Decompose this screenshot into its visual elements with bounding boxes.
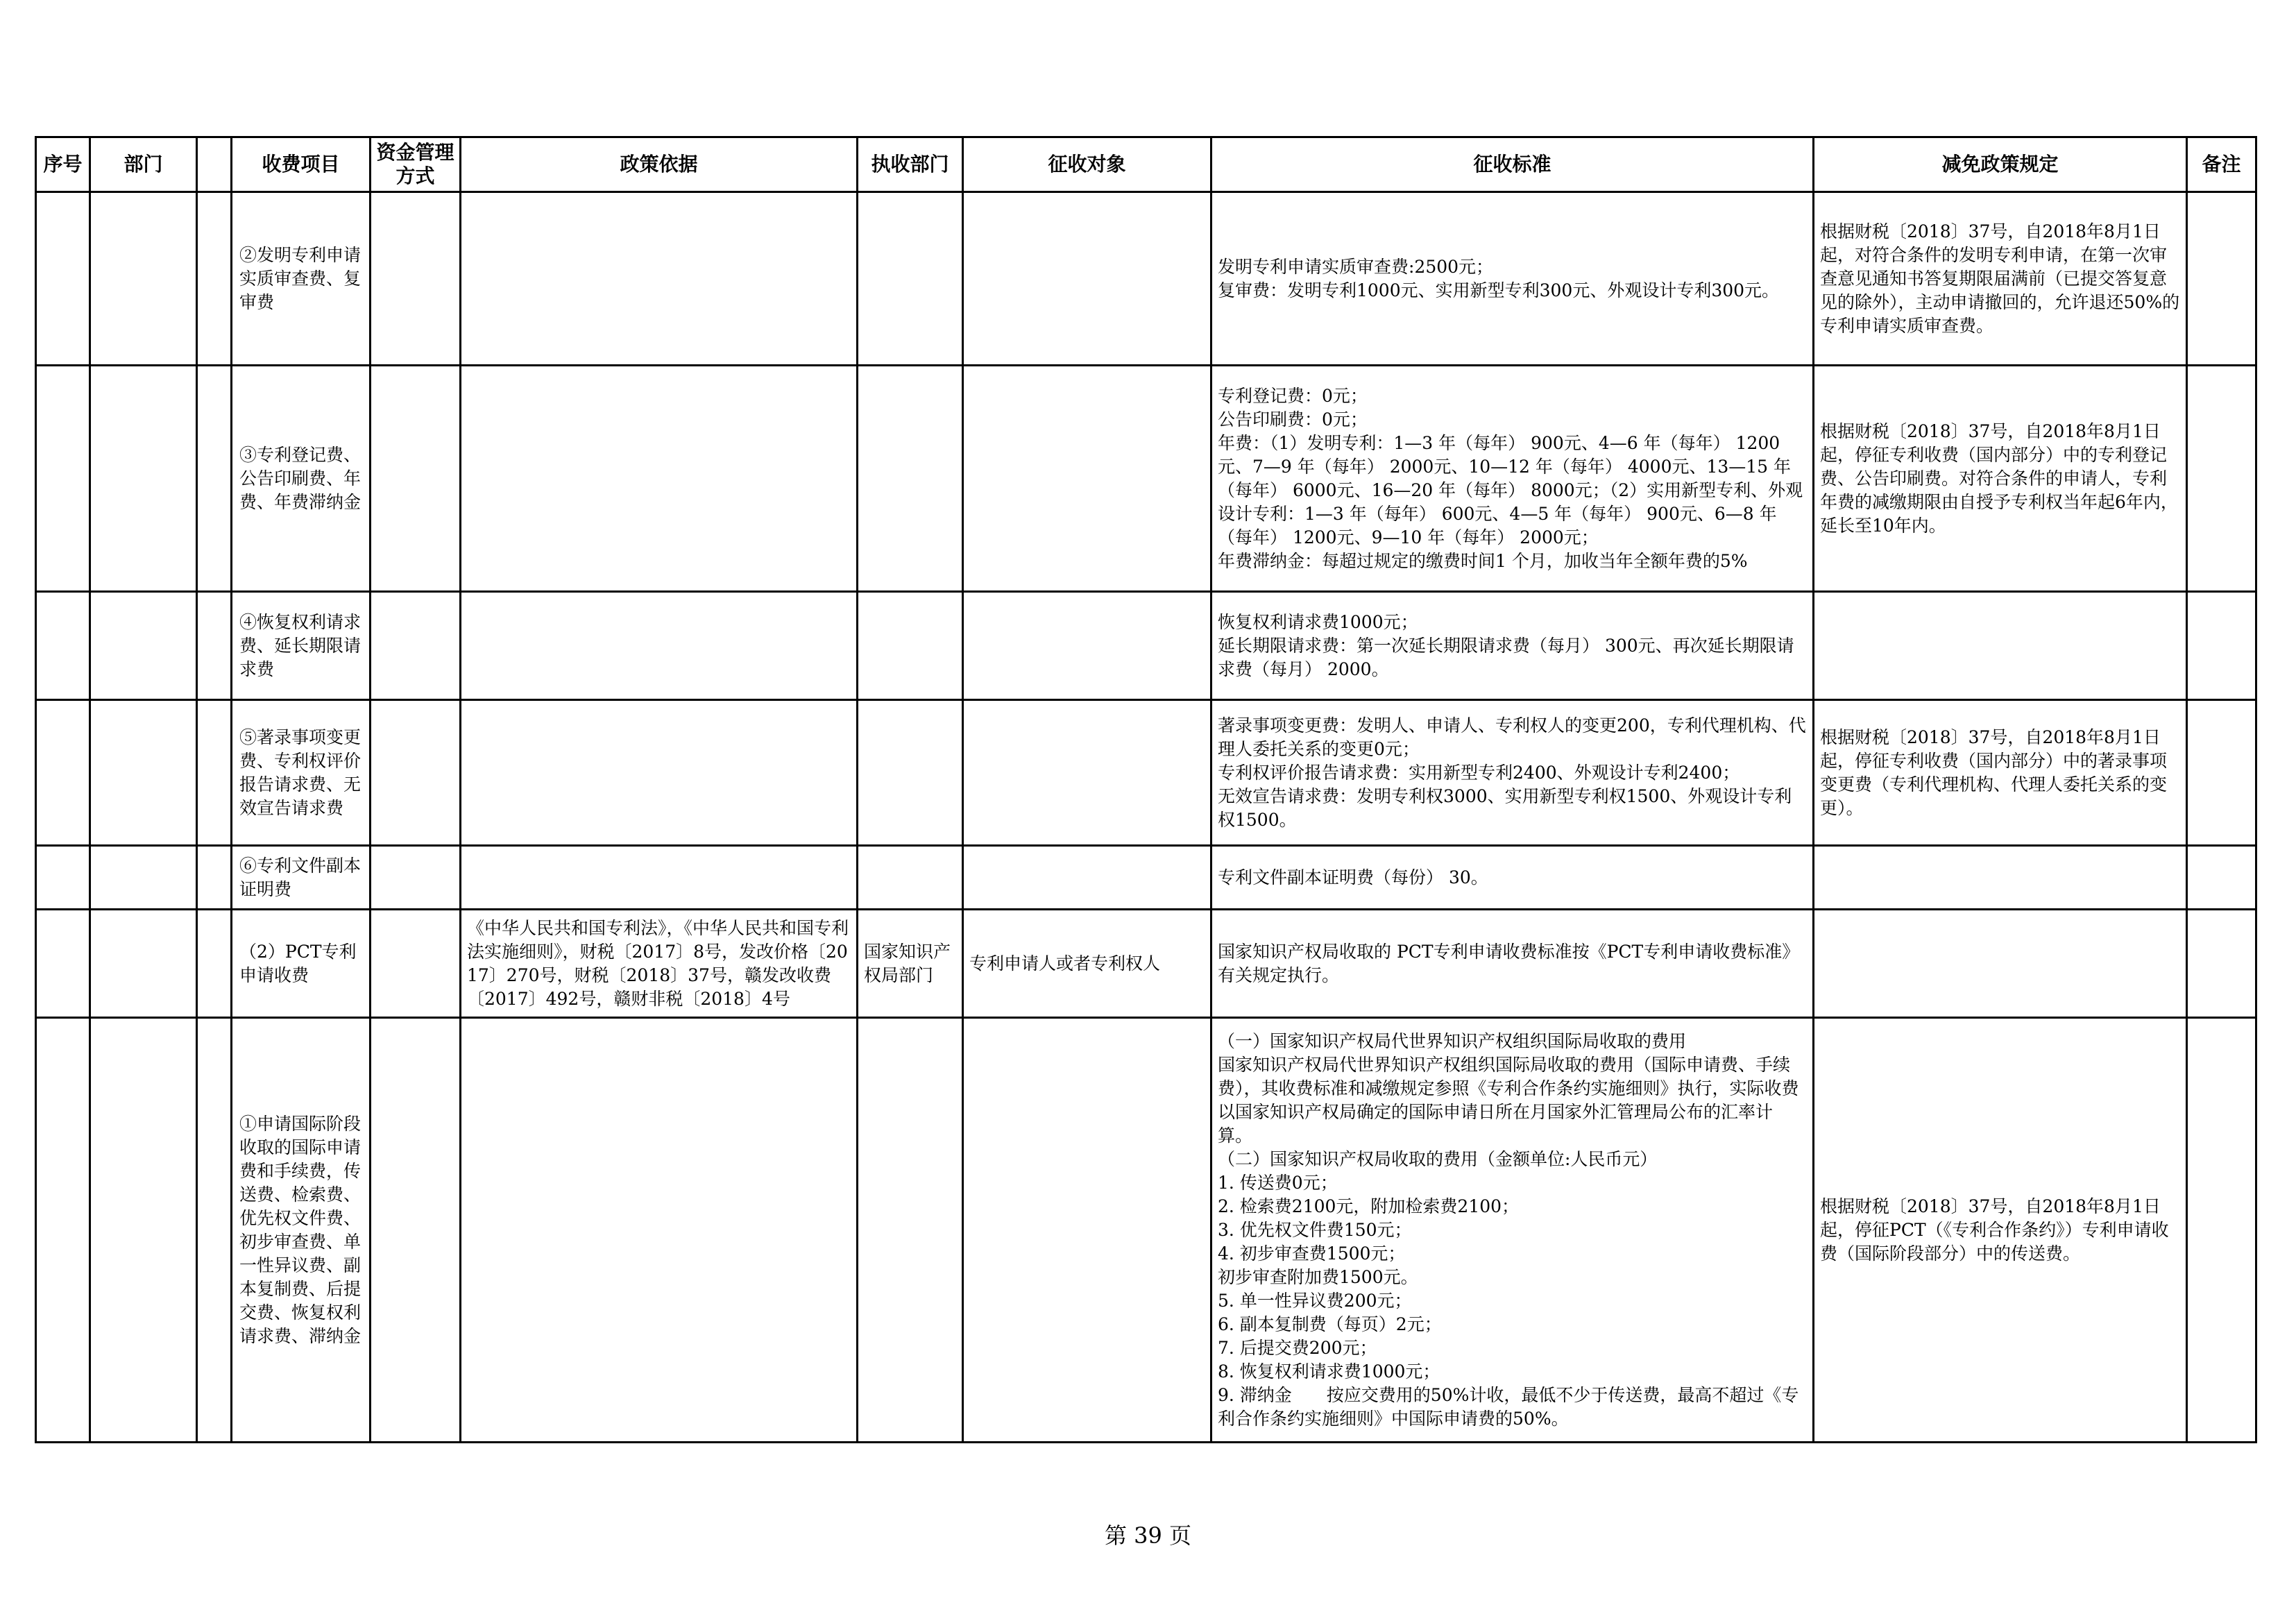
exec-cell xyxy=(858,846,963,910)
relief-cell xyxy=(1814,846,2187,910)
header-target: 征收对象 xyxy=(963,137,1211,192)
header-fund: 资金管理方式 xyxy=(371,137,461,192)
target-cell xyxy=(963,592,1211,700)
header-exec: 执收部门 xyxy=(858,137,963,192)
standard-cell: 专利文件副本证明费（每份） 30。 xyxy=(1211,846,1814,910)
exec-cell xyxy=(858,192,963,366)
basis-cell xyxy=(461,592,858,700)
target-cell xyxy=(963,366,1211,592)
exec-cell xyxy=(858,366,963,592)
item-cell: ①申请国际阶段收取的国际申请费和手续费，传送费、检索费、优先权文件费、初步审查费、单一性异议费、副本复制费、后提交费、恢复权利请求费、滞纳金 xyxy=(232,1018,371,1443)
item-cell: ⑤著录事项变更费、专利权评价报告请求费、无效宣告请求费 xyxy=(232,700,371,846)
standard-cell: 国家知识产权局收取的 PCT专利申请收费标准按《PCT专利申请收费标准》有关规定执行。 xyxy=(1211,910,1814,1018)
table-row xyxy=(36,366,2256,592)
header-row xyxy=(36,137,2256,192)
table-row xyxy=(36,846,2256,910)
relief-cell xyxy=(1814,910,2187,1018)
header-note: 备注 xyxy=(2187,137,2256,192)
header-dept: 部门 xyxy=(90,137,197,192)
basis-cell xyxy=(461,846,858,910)
table-row xyxy=(36,1018,2256,1443)
table-row xyxy=(36,592,2256,700)
basis-cell xyxy=(461,366,858,592)
standard-cell: 恢复权利请求费1000元； 延长期限请求费：第一次延长期限请求费（每月） 300元、再次延长期限请求费（每月） 2000。 xyxy=(1211,592,1814,700)
target-cell xyxy=(963,846,1211,910)
table-row xyxy=(36,192,2256,366)
item-cell: （2）PCT专利申请收费 xyxy=(232,910,371,1018)
target-cell xyxy=(963,700,1211,846)
exec-cell: 国家知识产权局部门 xyxy=(858,910,963,1018)
header-basis: 政策依据 xyxy=(461,137,858,192)
header-blank xyxy=(197,137,232,192)
exec-cell xyxy=(858,1018,963,1443)
relief-cell: 根据财税〔2018〕37号，自2018年8月1日起，停征PCT（《专利合作条约》）专利申请收费（国际阶段部分）中的传送费。 xyxy=(1814,1018,2187,1443)
exec-cell xyxy=(858,700,963,846)
page-number: 第 39 页 xyxy=(1104,1522,1192,1549)
item-cell: ⑥专利文件副本证明费 xyxy=(232,846,371,910)
relief-cell: 根据财税〔2018〕37号，自2018年8月1日起，对符合条件的发明专利申请，在第一次审查意见通知书答复期限届满前（已提交答复意见的除外），主动申请撤回的，允许退还50%的专利申请实质审查费。 xyxy=(1814,192,2187,366)
basis-cell: 《中华人民共和国专利法》，《中华人民共和国专利法实施细则》，财税〔2017〕8号，发改价格〔2017〕270号，财税〔2018〕37号，赣发改收费〔2017〕492号，赣财非税〔2018〕4号 xyxy=(461,910,858,1018)
basis-cell xyxy=(461,700,858,846)
standard-cell: 发明专利申请实质审查费:2500元； 复审费：发明专利1000元、实用新型专利300元、外观设计专利300元。 xyxy=(1211,192,1814,366)
fee-table xyxy=(35,136,2257,1443)
target-cell: 专利申请人或者专利权人 xyxy=(963,910,1211,1018)
relief-cell: 根据财税〔2018〕37号，自2018年8月1日起，停征专利收费（国内部分）中的专利登记费、公告印刷费。对符合条件的申请人，专利年费的减缴期限由自授予专利权当年起6年内，延长至10年内。 xyxy=(1814,366,2187,592)
header-relief: 减免政策规定 xyxy=(1814,137,2187,192)
item-cell: ③专利登记费、公告印刷费、年费、年费滞纳金 xyxy=(232,366,371,592)
standard-cell: （一）国家知识产权局代世界知识产权组织国际局收取的费用 国家知识产权局代世界知识产权组织国际局收取的费用（国际申请费、手续费），其收费标准和减缴规定参照《专利合作条约实施细则》执行，实际收费以国家知识产权局确定的国际申请日所在月国家外汇管理局公布的汇率计算。 （二）国家知识产权局收取的费用（金额单位:人民币元） 1. 传送费0元； 2. 检索费2100元，附加检索费2100； 3. 优先权文件费150元； 4. 初步审查费1500元； 初步审查附加费1500元。 5. 单一性异议费200元； 6. 副本复制费（每页）2元； 7. 后提交费200元； 8. 恢复权利请求费1000元； 9. 滞纳金 按应交费用的50%计收，最低不少于传送费，最高不超过《专利合作条约实施细则》中国际申请费的50%。 xyxy=(1211,1018,1814,1443)
header-seq: 序号 xyxy=(36,137,90,192)
header-standard: 征收标准 xyxy=(1211,137,1814,192)
standard-cell: 专利登记费：0元； 公告印刷费：0元； 年费：（1）发明专利：1—3 年（每年） 900元、4—6 年（每年） 1200元、7—9 年（每年） 2000元、10—12 年（每年） 4000元、13—15 年（每年） 6000元、16—20 年（每年） 8000元；（2）实用新型专利、外观设计专利：1—3 年（每年） 600元、4—5 年（每年） 900元、6—8 年（每年） 1200元、9—10 年（每年） 2000元； 年费滞纳金：每超过规定的缴费时间1 个月，加收当年全额年费的5% xyxy=(1211,366,1814,592)
header-item: 收费项目 xyxy=(232,137,371,192)
exec-cell xyxy=(858,592,963,700)
item-cell: ④恢复权利请求费、延长期限请求费 xyxy=(232,592,371,700)
target-cell xyxy=(963,1018,1211,1443)
basis-cell xyxy=(461,1018,858,1443)
basis-cell xyxy=(461,192,858,366)
standard-cell: 著录事项变更费：发明人、申请人、专利权人的变更200，专利代理机构、代理人委托关系的变更0元； 专利权评价报告请求费：实用新型专利2400、外观设计专利2400； 无效宣告请求费：发明专利权3000、实用新型专利权1500、外观设计专利权1500。 xyxy=(1211,700,1814,846)
table-row xyxy=(36,700,2256,846)
relief-cell: 根据财税〔2018〕37号，自2018年8月1日起，停征专利收费（国内部分）中的著录事项变更费（专利代理机构、代理人委托关系的变更）。 xyxy=(1814,700,2187,846)
target-cell xyxy=(963,192,1211,366)
table-row xyxy=(36,910,2256,1018)
relief-cell xyxy=(1814,592,2187,700)
item-cell: ②发明专利申请实质审查费、复审费 xyxy=(232,192,371,366)
